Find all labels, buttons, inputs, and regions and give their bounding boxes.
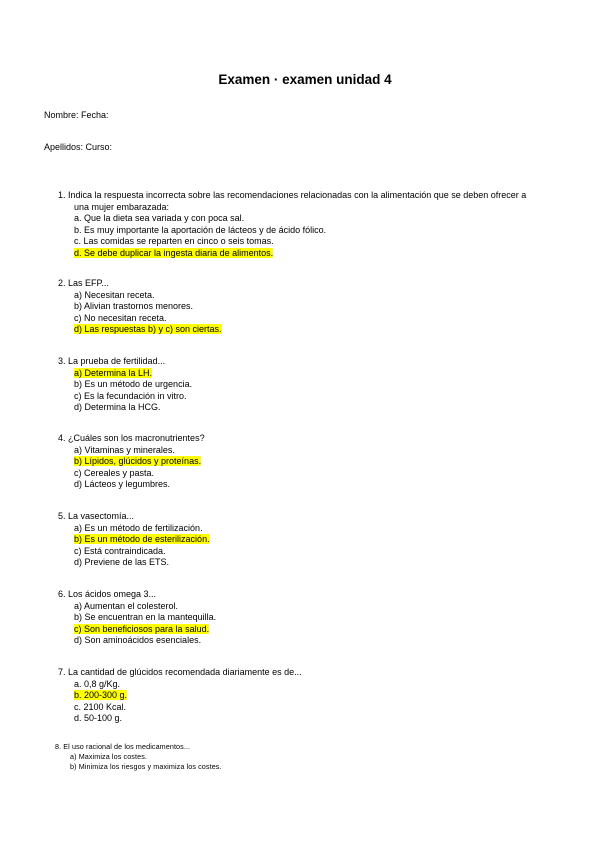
option-correct-highlighted: b) Es un método de esterilización. <box>74 534 210 545</box>
option-correct-highlighted: b) Lípidos, glúcidos y proteínas. <box>74 456 202 467</box>
option: b) Minimiza los riesgos y maximiza los costes. <box>70 762 222 771</box>
option-correct-highlighted: d) Las respuestas b) y c) son ciertas. <box>74 324 222 335</box>
question-stem: 2. Las EFP... <box>58 278 109 288</box>
question-4 <box>58 433 205 491</box>
option: a. 0,8 g/Kg. <box>74 678 121 689</box>
question-7 <box>58 667 302 725</box>
option: c) Cereales y pasta. <box>74 467 155 478</box>
option: a) Necesitan receta. <box>74 289 155 300</box>
option: c) Está contraindicada. <box>74 545 166 556</box>
question-stem: 6. Los ácidos omega 3... <box>58 589 157 599</box>
exam-title: Examen · examen unidad 4 <box>218 72 392 87</box>
option: d) Lácteos y legumbres. <box>74 479 171 490</box>
question-1 <box>58 190 526 260</box>
option: c. 2100 Kcal. <box>74 701 127 712</box>
option-correct-highlighted: c) Son beneficiosos para la salud. <box>74 623 210 634</box>
question-2 <box>58 278 222 336</box>
option: a) Maximiza los costes. <box>70 752 147 761</box>
option: d. 50-100 g. <box>74 713 123 724</box>
surname-course-line: Apellidos: Curso: <box>44 142 113 152</box>
option: b. Es muy importante la aportación de lácteos y de ácido fólico. <box>74 224 327 235</box>
question-stem-continued: una mujer embarazada: <box>74 201 170 212</box>
option: d) Previene de las ETS. <box>74 557 170 568</box>
question-stem: 4. ¿Cuáles son los macronutrientes? <box>58 433 205 443</box>
option: d) Determina la HCG. <box>74 402 161 413</box>
option: c) Es la fecundación in vitro. <box>74 390 187 401</box>
question-stem: 5. La vasectomía... <box>58 511 135 521</box>
option-correct-highlighted: b. 200-300 g. <box>74 690 128 701</box>
option: a) Es un método de fertilización. <box>74 522 203 533</box>
option: d) Son aminoácidos esenciales. <box>74 635 202 646</box>
option: c. Las comidas se reparten en cinco o seis tomas. <box>74 236 274 247</box>
option: c) No necesitan receta. <box>74 312 167 323</box>
name-date-line: Nombre: Fecha: <box>44 110 109 120</box>
option: a) Aumentan el colesterol. <box>74 600 179 611</box>
question-3 <box>58 356 192 414</box>
question-5 <box>58 511 210 569</box>
option: a) Vitaminas y minerales. <box>74 444 175 455</box>
option-correct-highlighted: a) Determina la LH. <box>74 367 153 378</box>
question-8 <box>55 742 222 772</box>
question-stem: 8. El uso racional de los medicamentos... <box>55 742 191 751</box>
question-stem: 7. La cantidad de glúcidos recomendada diariamente es de... <box>58 667 302 677</box>
option: b) Alivian trastornos menores. <box>74 301 194 312</box>
question-6 <box>58 589 216 647</box>
option: b) Se encuentran en la mantequilla. <box>74 612 217 623</box>
question-stem: 3. La prueba de fertilidad... <box>58 356 166 366</box>
option-correct-highlighted: d. Se debe duplicar la ingesta diaria de alimentos. <box>74 247 274 258</box>
option: a. Que la dieta sea variada y con poca sal. <box>74 213 245 224</box>
question-stem: 1. Indica la respuesta incorrecta sobre las recomendaciones relacionadas con la alimentación que se deben ofrecer a <box>58 190 527 200</box>
option: b) Es un método de urgencia. <box>74 379 193 390</box>
